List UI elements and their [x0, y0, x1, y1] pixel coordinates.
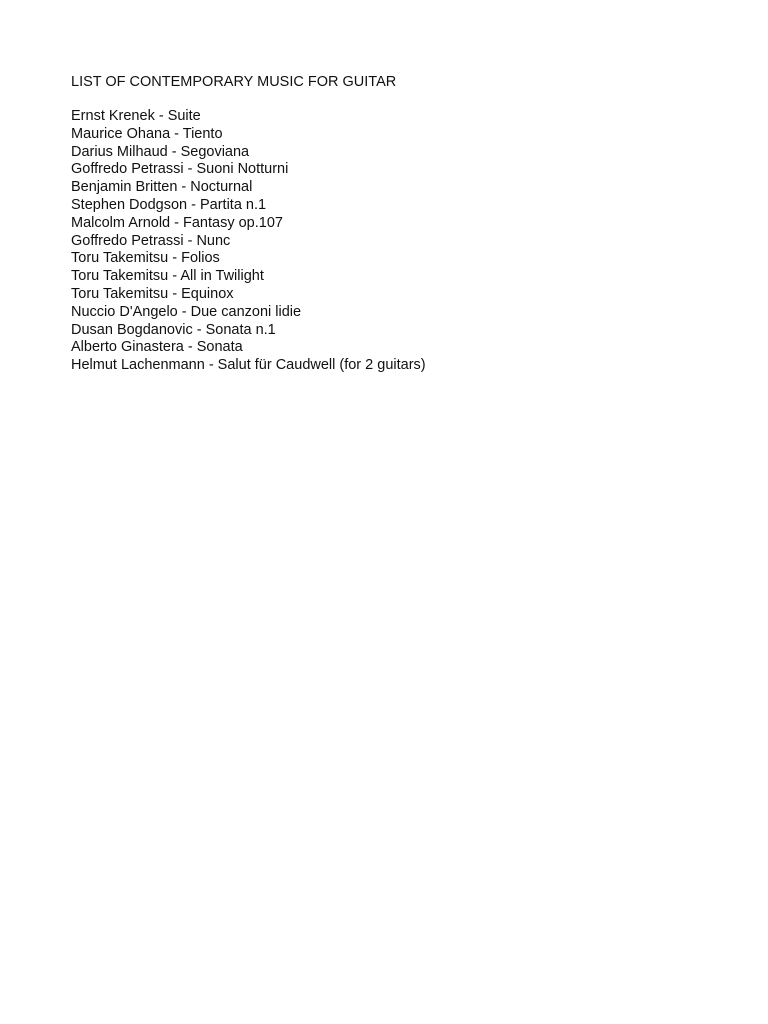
list-item: Dusan Bogdanovic - Sonata n.1	[71, 321, 276, 338]
document-title: LIST OF CONTEMPORARY MUSIC FOR GUITAR	[71, 74, 397, 90]
list-item: Darius Milhaud - Segoviana	[71, 143, 250, 160]
list-item: Toru Takemitsu - Folios	[71, 250, 220, 267]
list-item: Benjamin Britten - Nocturnal	[71, 179, 253, 196]
document-body	[71, 73, 711, 375]
list-item: Toru Takemitsu - All in Twilight	[71, 268, 264, 285]
list-item: Goffredo Petrassi - Suoni Notturni	[71, 161, 289, 178]
list-item: Alberto Ginastera - Sonata	[71, 339, 243, 356]
list-item: Goffredo Petrassi - Nunc	[71, 232, 231, 249]
list-item: Maurice Ohana - Tiento	[71, 125, 223, 142]
list-item: Nuccio D'Angelo - Due canzoni lidie	[71, 303, 302, 320]
list-item: Stephen Dodgson - Partita n.1	[71, 196, 267, 213]
repertoire-list	[71, 108, 711, 375]
list-item: Ernst Krenek - Suite	[71, 108, 201, 124]
list-item: Malcolm Arnold - Fantasy op.107	[71, 214, 283, 231]
list-item: Toru Takemitsu - Equinox	[71, 285, 234, 302]
list-item: Helmut Lachenmann - Salut für Caudwell (for 2 guitars)	[71, 357, 426, 374]
